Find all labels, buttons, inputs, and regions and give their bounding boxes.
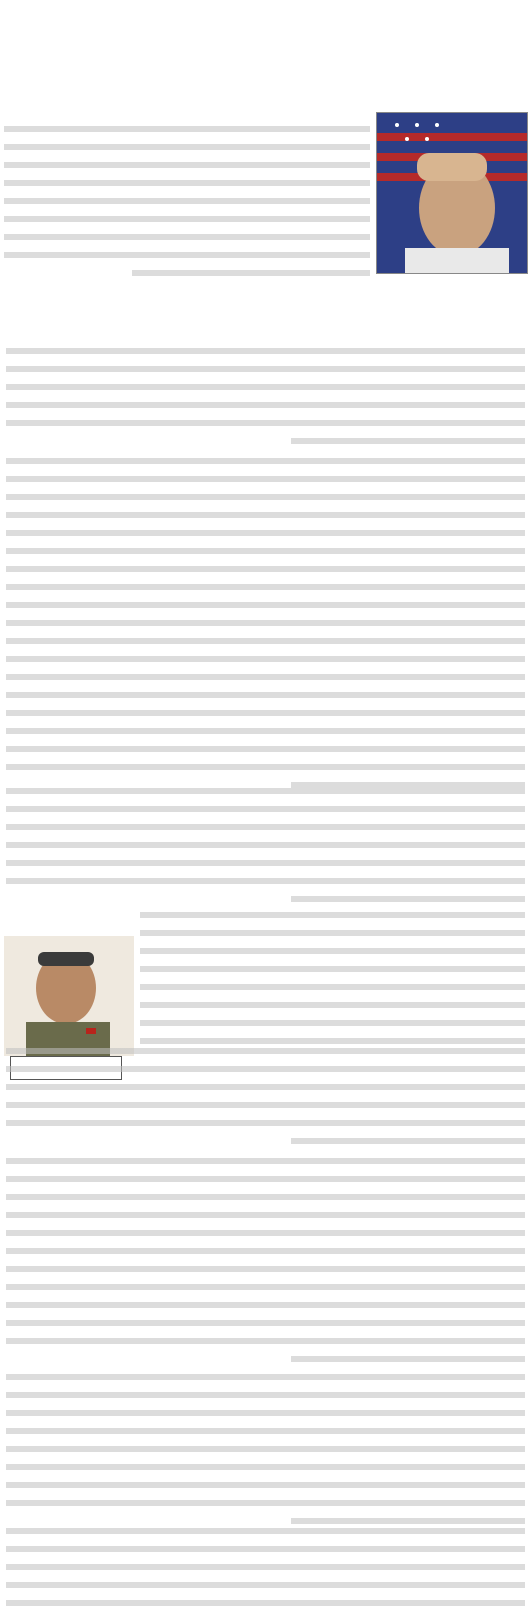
body-paragraph-5 bbox=[6, 1040, 525, 1148]
body-paragraph-4 bbox=[140, 904, 525, 1048]
text-line bbox=[4, 262, 370, 280]
text-line bbox=[4, 136, 370, 154]
lead-paragraph bbox=[4, 118, 370, 318]
general-photo bbox=[4, 936, 134, 1056]
text-line bbox=[4, 190, 370, 208]
text-line bbox=[4, 172, 370, 190]
text-line bbox=[4, 226, 370, 244]
body-paragraph-7 bbox=[6, 1366, 525, 1528]
body-paragraph-1 bbox=[6, 340, 525, 448]
body-paragraph-6 bbox=[6, 1150, 525, 1366]
article-photo bbox=[376, 112, 528, 274]
text-line bbox=[4, 154, 370, 172]
body-paragraph-8 bbox=[6, 1520, 525, 1610]
body-paragraph-2 bbox=[6, 450, 525, 792]
text-line bbox=[4, 244, 370, 262]
text-line bbox=[4, 118, 370, 136]
body-paragraph-3 bbox=[6, 780, 525, 906]
text-line bbox=[4, 208, 370, 226]
